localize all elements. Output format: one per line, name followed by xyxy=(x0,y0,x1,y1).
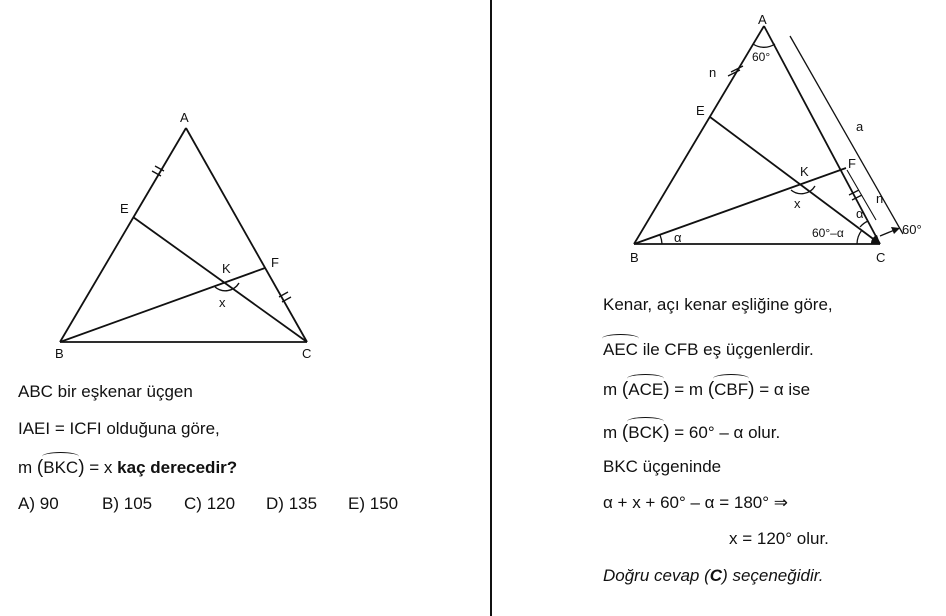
q-prefix: m xyxy=(18,458,33,477)
angle-bck: BCK xyxy=(628,423,664,442)
q-eq: = x xyxy=(89,458,113,477)
q-bold: kaç derecedir? xyxy=(117,458,238,477)
option-e: E) 150 xyxy=(348,494,399,513)
solution-line-1: Kenar, açı kenar eşliğine göre, xyxy=(603,295,833,314)
angle-alpha-c: α xyxy=(856,206,864,221)
label-c: C xyxy=(876,250,886,265)
label-f: F xyxy=(848,156,856,171)
solution-line-2: AEC ile CFB eş üçgenlerdir. xyxy=(603,340,814,359)
label-e: E xyxy=(696,103,705,118)
label-x: x xyxy=(794,196,801,211)
angle-top: 60° xyxy=(752,50,771,64)
label-n-top: n xyxy=(709,65,717,80)
label-f: F xyxy=(271,255,279,270)
label-a-side: a xyxy=(856,119,864,134)
label-b: B xyxy=(630,250,639,265)
solution-line-3: m (ACE) = m (CBF) = α ise xyxy=(603,379,811,400)
solution-line-5: BKC üçgeninde xyxy=(603,457,722,476)
label-c: C xyxy=(302,346,312,361)
label-k: K xyxy=(222,261,231,276)
angle-cbf: CBF xyxy=(714,380,749,399)
label-b: B xyxy=(55,346,64,361)
solution-line-7: x = 120° olur. xyxy=(729,529,829,548)
statement-equilateral: ABC bir eşkenar üçgen xyxy=(18,382,193,401)
label-e: E xyxy=(120,201,129,216)
arc-c-alpha xyxy=(860,221,868,227)
arc-c-inner xyxy=(857,230,862,244)
option-a: A) 90 xyxy=(18,494,59,513)
label-k: K xyxy=(800,164,809,179)
segment-ec xyxy=(710,117,880,244)
angle-c-filled xyxy=(871,235,880,244)
angle-alpha-b: α xyxy=(674,230,682,245)
answer-line: Doğru cevap (C) seçeneğidir. xyxy=(603,566,824,585)
answer-letter: C xyxy=(709,566,723,585)
angle-c-inner: 60°–α xyxy=(812,226,844,240)
solution-line-6: α + x + 60° – α = 180° ⇒ xyxy=(603,493,789,512)
arc-top xyxy=(753,44,775,47)
tri-aec: AEC xyxy=(603,340,638,359)
measure-line xyxy=(790,36,903,234)
label-x: x xyxy=(219,295,226,310)
arc-b xyxy=(660,235,662,244)
angle-c-outer: 60° xyxy=(902,222,922,237)
label-a: A xyxy=(180,110,189,125)
angle-ace: ACE xyxy=(628,380,664,399)
question-line: m (BKC) = x kaç derecedir? xyxy=(18,457,238,478)
option-b: B) 105 xyxy=(102,494,153,513)
label-n-side: n xyxy=(876,191,884,206)
side-ab xyxy=(634,26,764,244)
statement-equal-sides: IAEI = ICFI olduğuna göre, xyxy=(18,419,220,438)
option-d: D) 135 xyxy=(266,494,318,513)
solution-line-4: m (BCK) = 60° – α olur. xyxy=(603,422,781,443)
q-angle: BKC xyxy=(43,458,79,477)
label-a: A xyxy=(758,12,767,27)
option-c: C) 120 xyxy=(184,494,236,513)
